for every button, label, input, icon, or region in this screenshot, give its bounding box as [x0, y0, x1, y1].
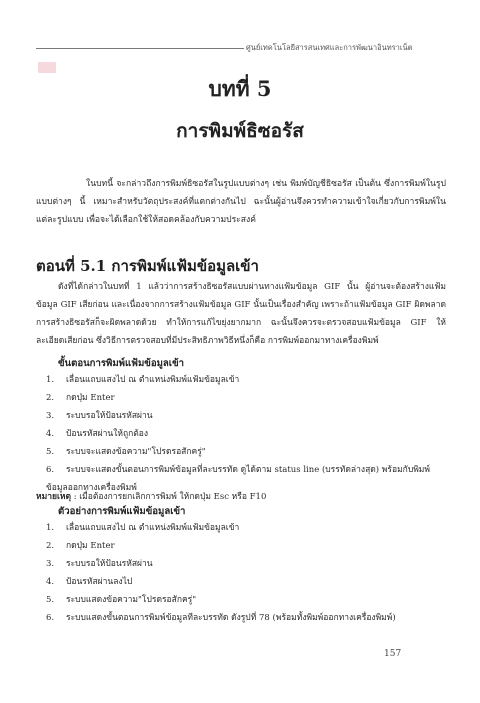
page-number: 157: [384, 649, 402, 659]
step-number: 3.: [46, 411, 55, 421]
step-text: ระบบจะแสดงข้อความ"โปรดรอสักครู่": [66, 447, 206, 457]
step-number: 2.: [46, 541, 55, 551]
list-item: [46, 389, 446, 407]
step-text: ระบบจะแสดงขั้นตอนการพิมพ์ข้อมูลที่ละบรรทัด ดูได้ตาม status line (บรรทัดล่างสุด) พร้อมกับพิมพ์ข้อมูลออกทางเครื่องพิมพ์: [46, 465, 431, 493]
list-item: [46, 537, 396, 555]
step-text: กดปุ่ม Enter: [66, 541, 115, 551]
intro-paragraph: [36, 175, 446, 229]
steps-list: [46, 371, 446, 497]
header-rule: [36, 48, 244, 49]
note-text: : เมื่อต้องการยกเลิกการพิมพ์ ให้กดปุ่ม Esc หรือ F10: [71, 492, 267, 502]
list-item: [46, 591, 396, 609]
step-text: กดปุ่ม Enter: [66, 393, 115, 403]
intro-text: ในบทนี้ จะกล่าวถึงการพิมพ์ธิซอรัสในรูปแบบต่างๆ เช่น พิมพ์บัญชีธิซอรัส เป็นต้น ซึ่งการพิมพ์ในรูปแบบต่างๆ นี้ เหมาะสำหรับวัตถุประสงค์ที่แตกต่างกันไป ฉะนั้นผู้อ่านจึงควรทำความเข้าใจเกี่ยวกับการพิมพ์ในแต่ละรูปแบบ เพื่อจะได้เลือกใช้ให้สอดคล้องกับความประสงค์: [36, 179, 446, 225]
step-text: เลื่อนแถบแสงไป ณ ตำแหน่งพิมพ์แฟ้มข้อมูลเข้า: [66, 523, 240, 533]
list-item: [46, 555, 396, 573]
section-body: [36, 278, 446, 350]
example-steps-list: [46, 519, 396, 627]
list-item: [46, 407, 446, 425]
section-paragraph: ดังที่ได้กล่าวในบทที่ 1 แล้วว่าการสร้างธิซอรัสแบบผ่านทางแฟ้มข้อมูล GIF นั้น ผู้อ่านจะต้องสร้างแฟ้มข้อมูล GIF เสียก่อน และเนื่องจากการสร้างแฟ้มข้อมูล GIF นั้นเป็นเรื่องสำคัญ เพราะถ้าแฟ้มข้อมูล GIF ผิดพลาด การสร้างธิซอรัสก็จะผิดพลาดด้วย ทำให้การแก้ไขยุ่งยากมาก ฉะนั้นจึงควรจะตรวจสอบแฟ้มข้อมูล GIF ให้ละเอียดเสียก่อน ซึ่งวิธีการตรวจสอบที่มีประสิทธิภาพวิธีหนึ่งก็คือ การพิมพ์ออกมาทางเครื่องพิมพ์: [36, 282, 446, 346]
list-item: [46, 573, 396, 591]
list-item: [46, 519, 396, 537]
list-item: [46, 371, 446, 389]
example-heading: ตัวอย่างการพิมพ์แฟ้มข้อมูลเข้า: [58, 506, 186, 517]
step-number: 6.: [46, 465, 55, 475]
running-header: ศูนย์เทคโนโลยีสารสนเทศและการพัฒนาอินทราเน็ต: [246, 43, 413, 52]
step-number: 4.: [46, 429, 55, 439]
step-text: ป้อนรหัสผ่านลงไป: [66, 577, 133, 587]
step-number: 4.: [46, 577, 55, 587]
faded-stamp: [38, 62, 56, 73]
step-number: 6.: [46, 613, 55, 623]
list-item: [46, 609, 396, 627]
step-text: ระบบแสดงข้อความ"โปรดรอสักครู่": [66, 595, 197, 605]
step-text: ระบบรอให้ป้อนรหัสผ่าน: [66, 411, 153, 421]
step-number: 5.: [46, 595, 55, 605]
step-number: 1.: [46, 523, 55, 533]
step-number: 3.: [46, 559, 55, 569]
note: [36, 489, 266, 503]
step-number: 2.: [46, 393, 55, 403]
steps-heading: ขั้นตอนการพิมพ์แฟ้มข้อมูลเข้า: [58, 358, 185, 369]
step-number: 5.: [46, 447, 55, 457]
chapter-number: บทที่ 5: [208, 76, 272, 101]
chapter-title: การพิมพ์ธิซอรัส: [176, 120, 304, 142]
section-title: ตอนที่ 5.1 การพิมพ์แฟ้มข้อมูลเข้า: [36, 257, 259, 275]
list-item: [46, 443, 446, 461]
step-text: ระบบรอให้ป้อนรหัสผ่าน: [66, 559, 153, 569]
step-text: เลื่อนแถบแสงไป ณ ตำแหน่งพิมพ์แฟ้มข้อมูลเข้า: [66, 375, 240, 385]
note-label: หมายเหตุ: [36, 492, 71, 502]
step-text: ระบบแสดงขั้นตอนการพิมพ์ข้อมูลทีละบรรทัด ดังรูปที่ 78 (พร้อมทั้งพิมพ์ออกทางเครื่องพิมพ์): [66, 613, 396, 623]
step-text: ป้อนรหัสผ่านให้ถูกต้อง: [66, 429, 149, 439]
list-item: [46, 425, 446, 443]
step-number: 1.: [46, 375, 55, 385]
